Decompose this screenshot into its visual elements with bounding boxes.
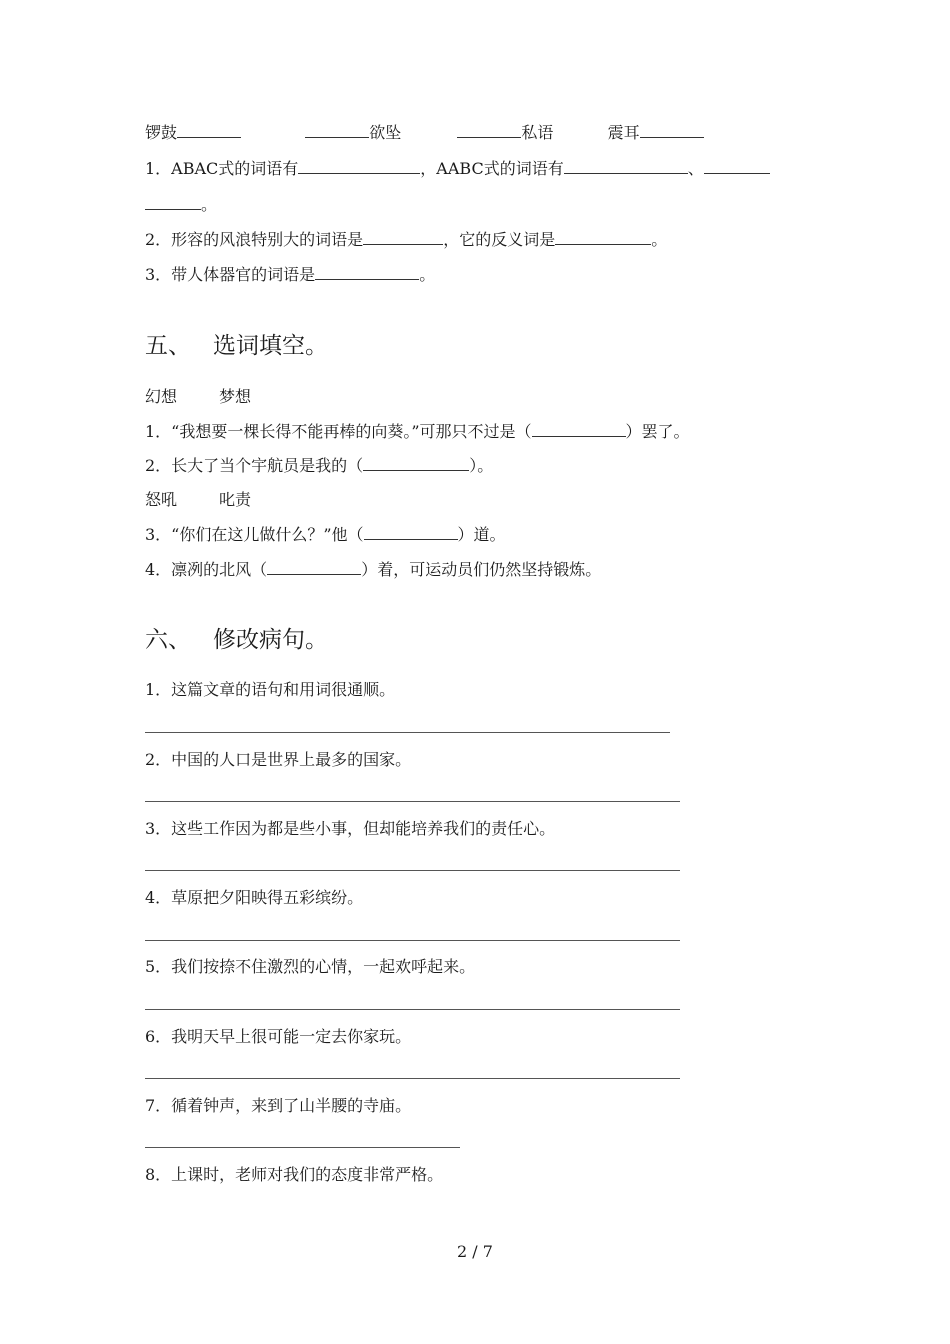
sec4-q1-text-c: 、 [687,159,704,178]
sentence-2: 2．中国的人口是世界上最多的国家。 [145,750,412,769]
word-option-mengxiang: 梦想 [219,387,252,406]
word-3-blank[interactable] [457,122,521,138]
word-1-blank[interactable] [177,122,241,138]
sec5-q2-text-b: ）。 [469,456,494,475]
section6-heading [145,625,328,655]
sec5-q2 [145,455,493,477]
answer-line-1[interactable] [145,732,670,733]
section6-number: 六、 [145,627,191,653]
sec4-q1-continued [145,194,217,216]
word-option-chize: 叱责 [219,490,252,509]
sec5-q1-text-b: ）罢了。 [625,422,690,441]
sec4-q3-blank[interactable] [315,264,419,280]
sec4-q2-blank-2[interactable] [555,229,651,245]
sec4-q1-blank-2[interactable] [564,158,688,174]
section5-title: 选词填空。 [213,333,328,359]
section5-heading [145,331,328,361]
sentence-7: 7．循着钟声，来到了山半腰的寺庙。 [145,1096,412,1115]
word-1-text: 锣鼓 [145,123,178,142]
sec5-q3-text-a: 3．“你们在这儿做什么？”他（ [145,525,364,544]
word-fill-row [145,122,704,144]
answer-line-2[interactable] [145,801,680,802]
sec5-q1 [145,421,690,443]
sec4-q3-text: 3．带人体器官的词语是 [145,265,316,284]
word-pair-2 [145,489,251,511]
word-option-nuhou: 怒吼 [145,490,178,509]
word-pair-1 [145,386,251,408]
section6-title: 修改病句。 [213,627,328,653]
sec5-q3-blank[interactable] [364,524,458,540]
sec4-q3 [145,264,435,286]
sentence-5: 5．我们按捺不住激烈的心情，一起欢呼起来。 [145,957,476,976]
word-option-huanxiang: 幻想 [145,387,178,406]
sec4-q2-blank-1[interactable] [363,229,443,245]
sec5-q4-text-a: 4．凛冽的北风（ [145,560,268,579]
sec4-q3-end: 。 [419,265,436,284]
word-3-text: 私语 [521,123,554,142]
sec4-q2 [145,229,667,251]
word-2-text: 欲坠 [369,123,402,142]
sec5-q2-blank[interactable] [363,455,469,471]
sec4-q1-blank-3b[interactable] [145,194,201,210]
sec5-q3 [145,524,506,546]
sec5-q4 [145,559,601,581]
sec5-q3-text-b: ）道。 [457,525,506,544]
answer-line-4[interactable] [145,940,680,941]
word-2-blank[interactable] [305,122,369,138]
sec4-q1-blank-3a[interactable] [704,158,770,174]
sec5-q1-text-a: 1．“我想要一棵长得不能再棒的向葵。”可那只不过是（ [145,422,532,441]
page-number: 2 / 7 [457,1242,493,1261]
sec5-q1-blank[interactable] [532,421,626,437]
sec5-q4-blank[interactable] [267,559,361,575]
sentence-6: 6．我明天早上很可能一定去你家玩。 [145,1027,412,1046]
sentence-8: 8．上课时，老师对我们的态度非常严格。 [145,1165,444,1184]
sec4-q1 [145,158,770,180]
sec4-q2-text-b: ，它的反义词是 [443,230,556,249]
answer-line-5[interactable] [145,1009,680,1010]
sec4-q2-text-a: 2．形容的风浪特别大的词语是 [145,230,364,249]
sec5-q2-text-a: 2．长大了当个宇航员是我的（ [145,456,364,475]
section5-number: 五、 [145,333,191,359]
sec4-q2-end: 。 [651,230,668,249]
sec5-q4-text-b: ）着，可运动员们仍然坚持锻炼。 [361,560,602,579]
word-4-blank[interactable] [640,122,704,138]
sec4-q1-text-a: 1．ABAC式的词语有 [145,159,299,178]
answer-line-6[interactable] [145,1078,680,1079]
answer-line-3[interactable] [145,870,680,871]
sec4-q1-text-b: ，AABC式的词语有 [420,159,564,178]
word-4-text: 震耳 [607,123,640,142]
sec4-q1-blank-1[interactable] [298,158,420,174]
sec4-q1-end: 。 [201,195,218,214]
sentence-1: 1．这篇文章的语句和用词很通顺。 [145,680,396,699]
answer-line-7[interactable] [145,1147,460,1148]
sentence-3: 3．这些工作因为都是些小事，但却能培养我们的责任心。 [145,819,556,838]
sentence-4: 4．草原把夕阳映得五彩缤纷。 [145,888,364,907]
